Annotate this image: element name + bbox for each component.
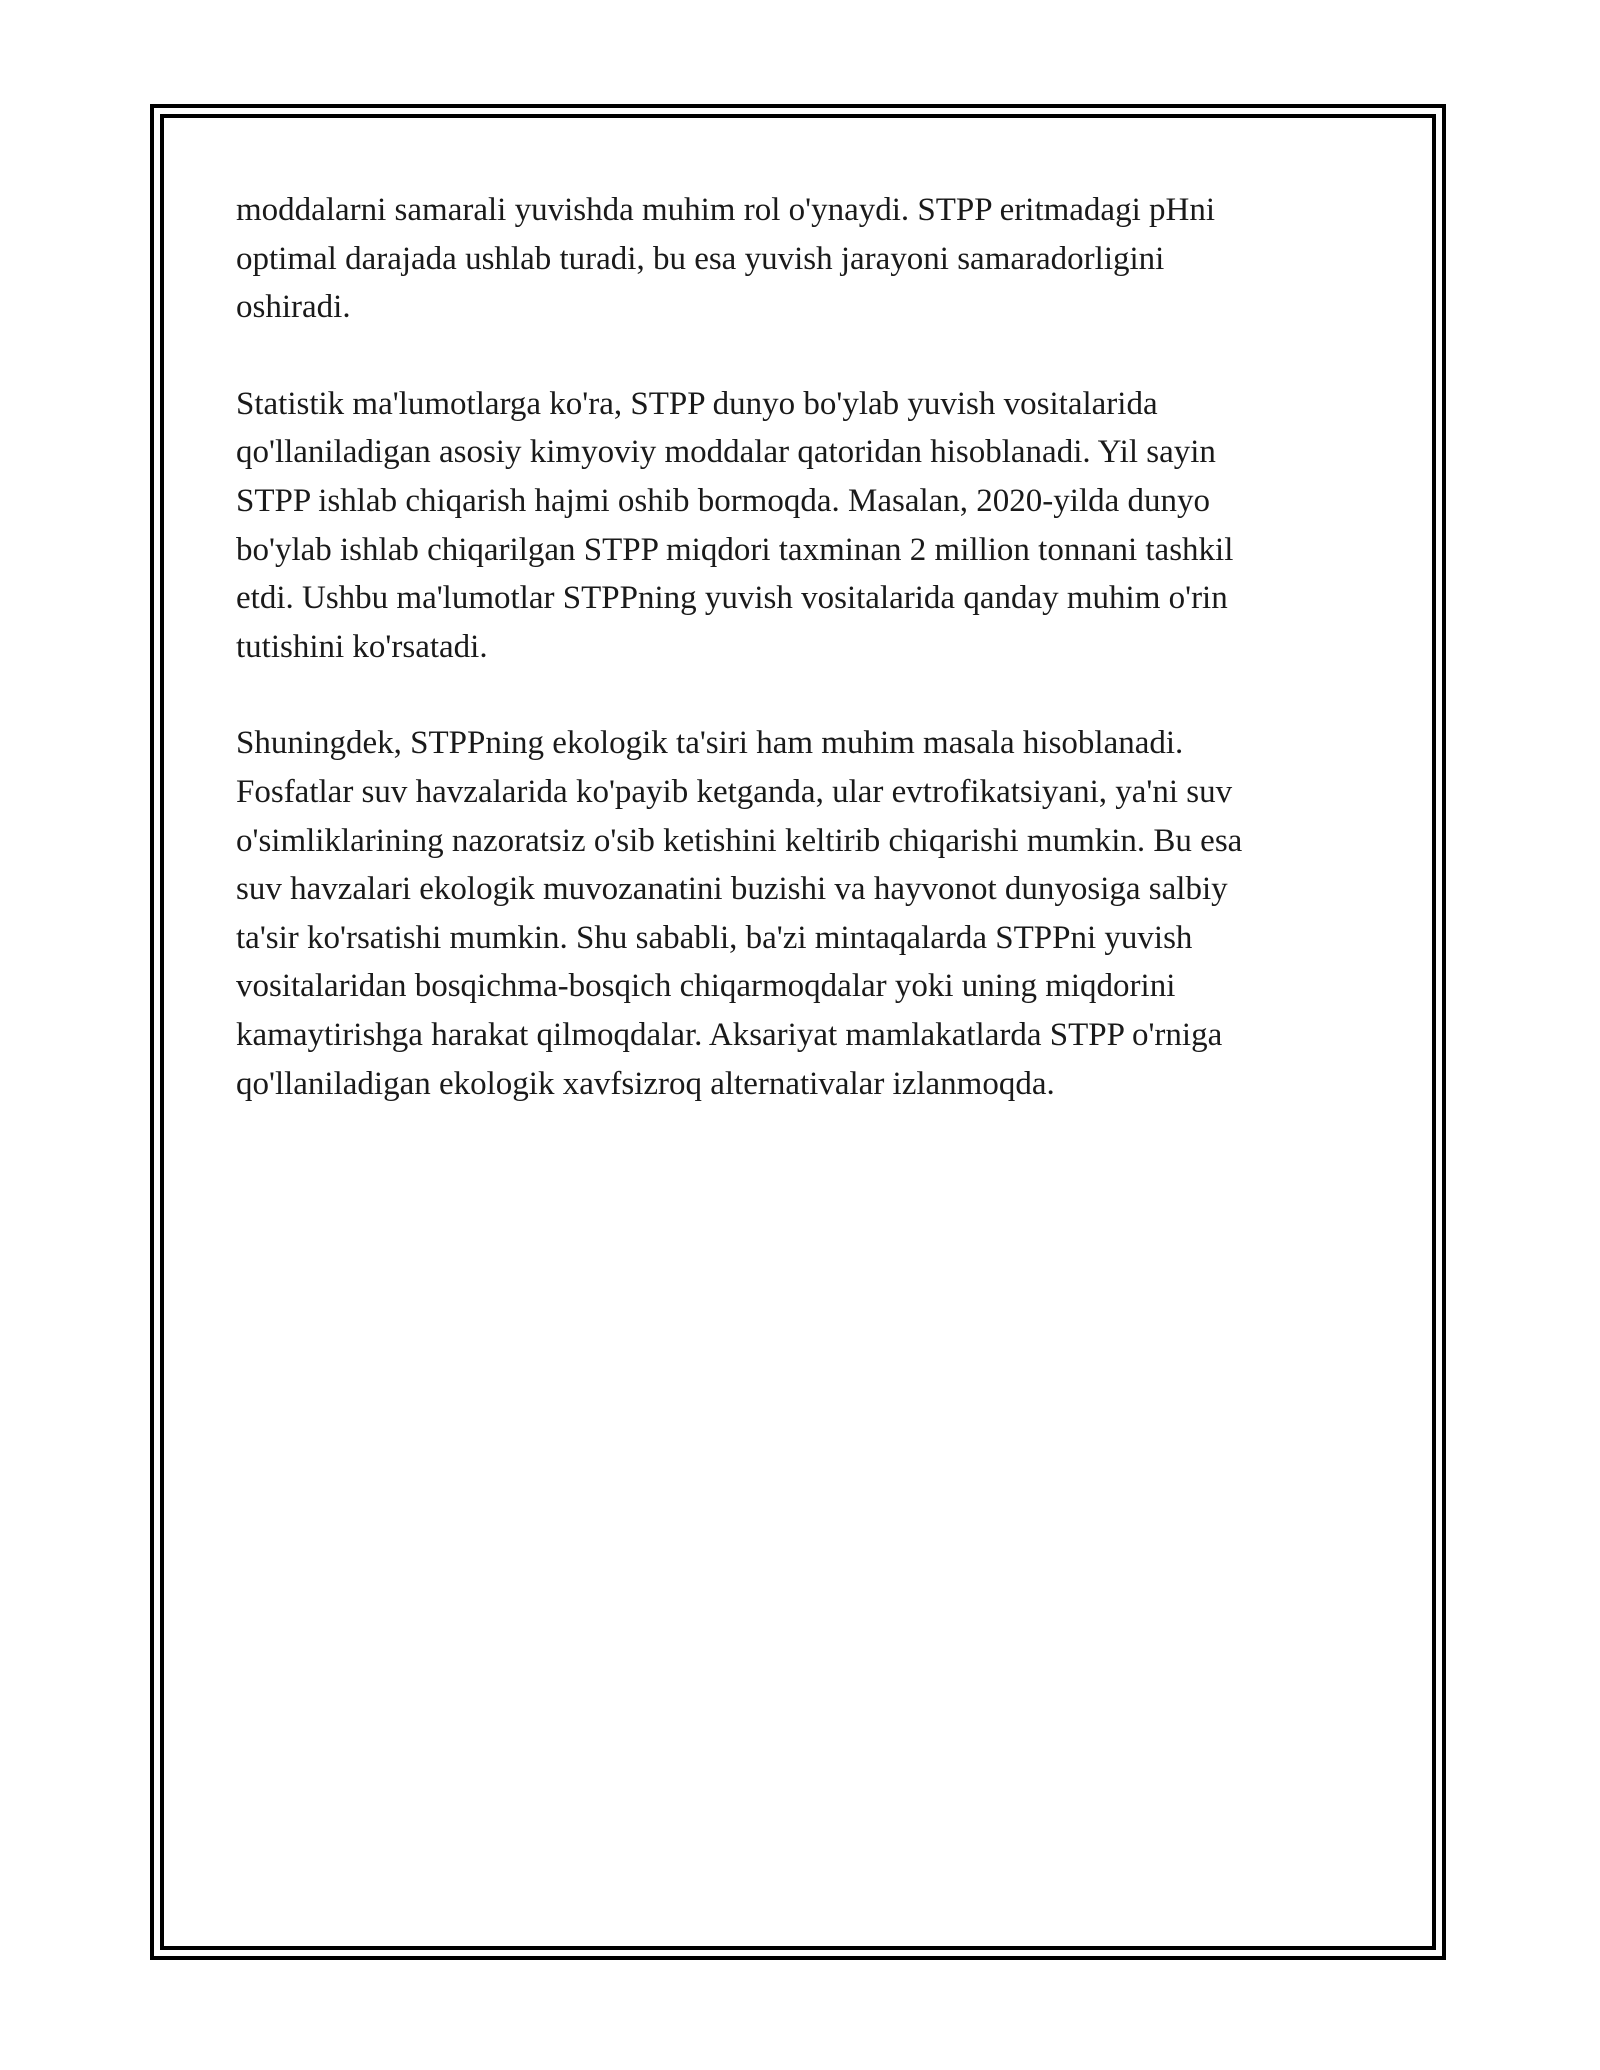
paragraph-statistics: Statistik ma'lumotlarga ko'ra, STPP dunyo bo'ylab yuvish vositalarida qo'llaniladigan asosiy kimyoviy moddalar qatoridan hisoblanadi. Yil sayin STPP ishlab chiqarish hajmi oshib bormoqda. Masalan, 2020-yilda dunyo bo'ylab ishlab chiqarilgan STPP miqdori taxminan 2 million tonnani tashkil etdi. Ushbu ma'lumotlar STPPning yuvish vositalarida qanday muhim o'rin tutishini ko'rsatadi.: [236, 385, 1234, 665]
paragraph-ecological-impact: Shuningdek, STPPning ekologik ta'siri ham muhim masala hisoblanadi. Fosfatlar suv havzalarida ko'payib ketganda, ular evtrofikatsiyani, ya'ni suv o'simliklarining nazoratsiz o'sib ketishini keltirib chiqarishi mumkin. Bu esa suv havzalari ekologik muvozanatini buzishi va hayvonot dunyosiga salbiy ta'sir ko'rsatishi mumkin. Shu sababli, ba'zi mintaqalarda STPPni yuvish vositalaridan bosqichma-bosqich chiqarmoqdalar yoki uning miqdorini kamaytirishga harakat qilmoqdalar. Aksariyat mamlakatlarda STPP o'rniga qo'llaniladigan ekologik xavfsizroq alternativalar izlanmoqda.: [236, 725, 1243, 1102]
page-content: [236, 186, 1366, 1156]
paragraph-ph-role: moddalarni samarali yuvishda muhim rol o'ynaydi. STPP eritmadagi pHni optimal darajada ushlab turadi, bu esa yuvish jarayoni samaradorligini oshiradi.: [236, 192, 1215, 326]
